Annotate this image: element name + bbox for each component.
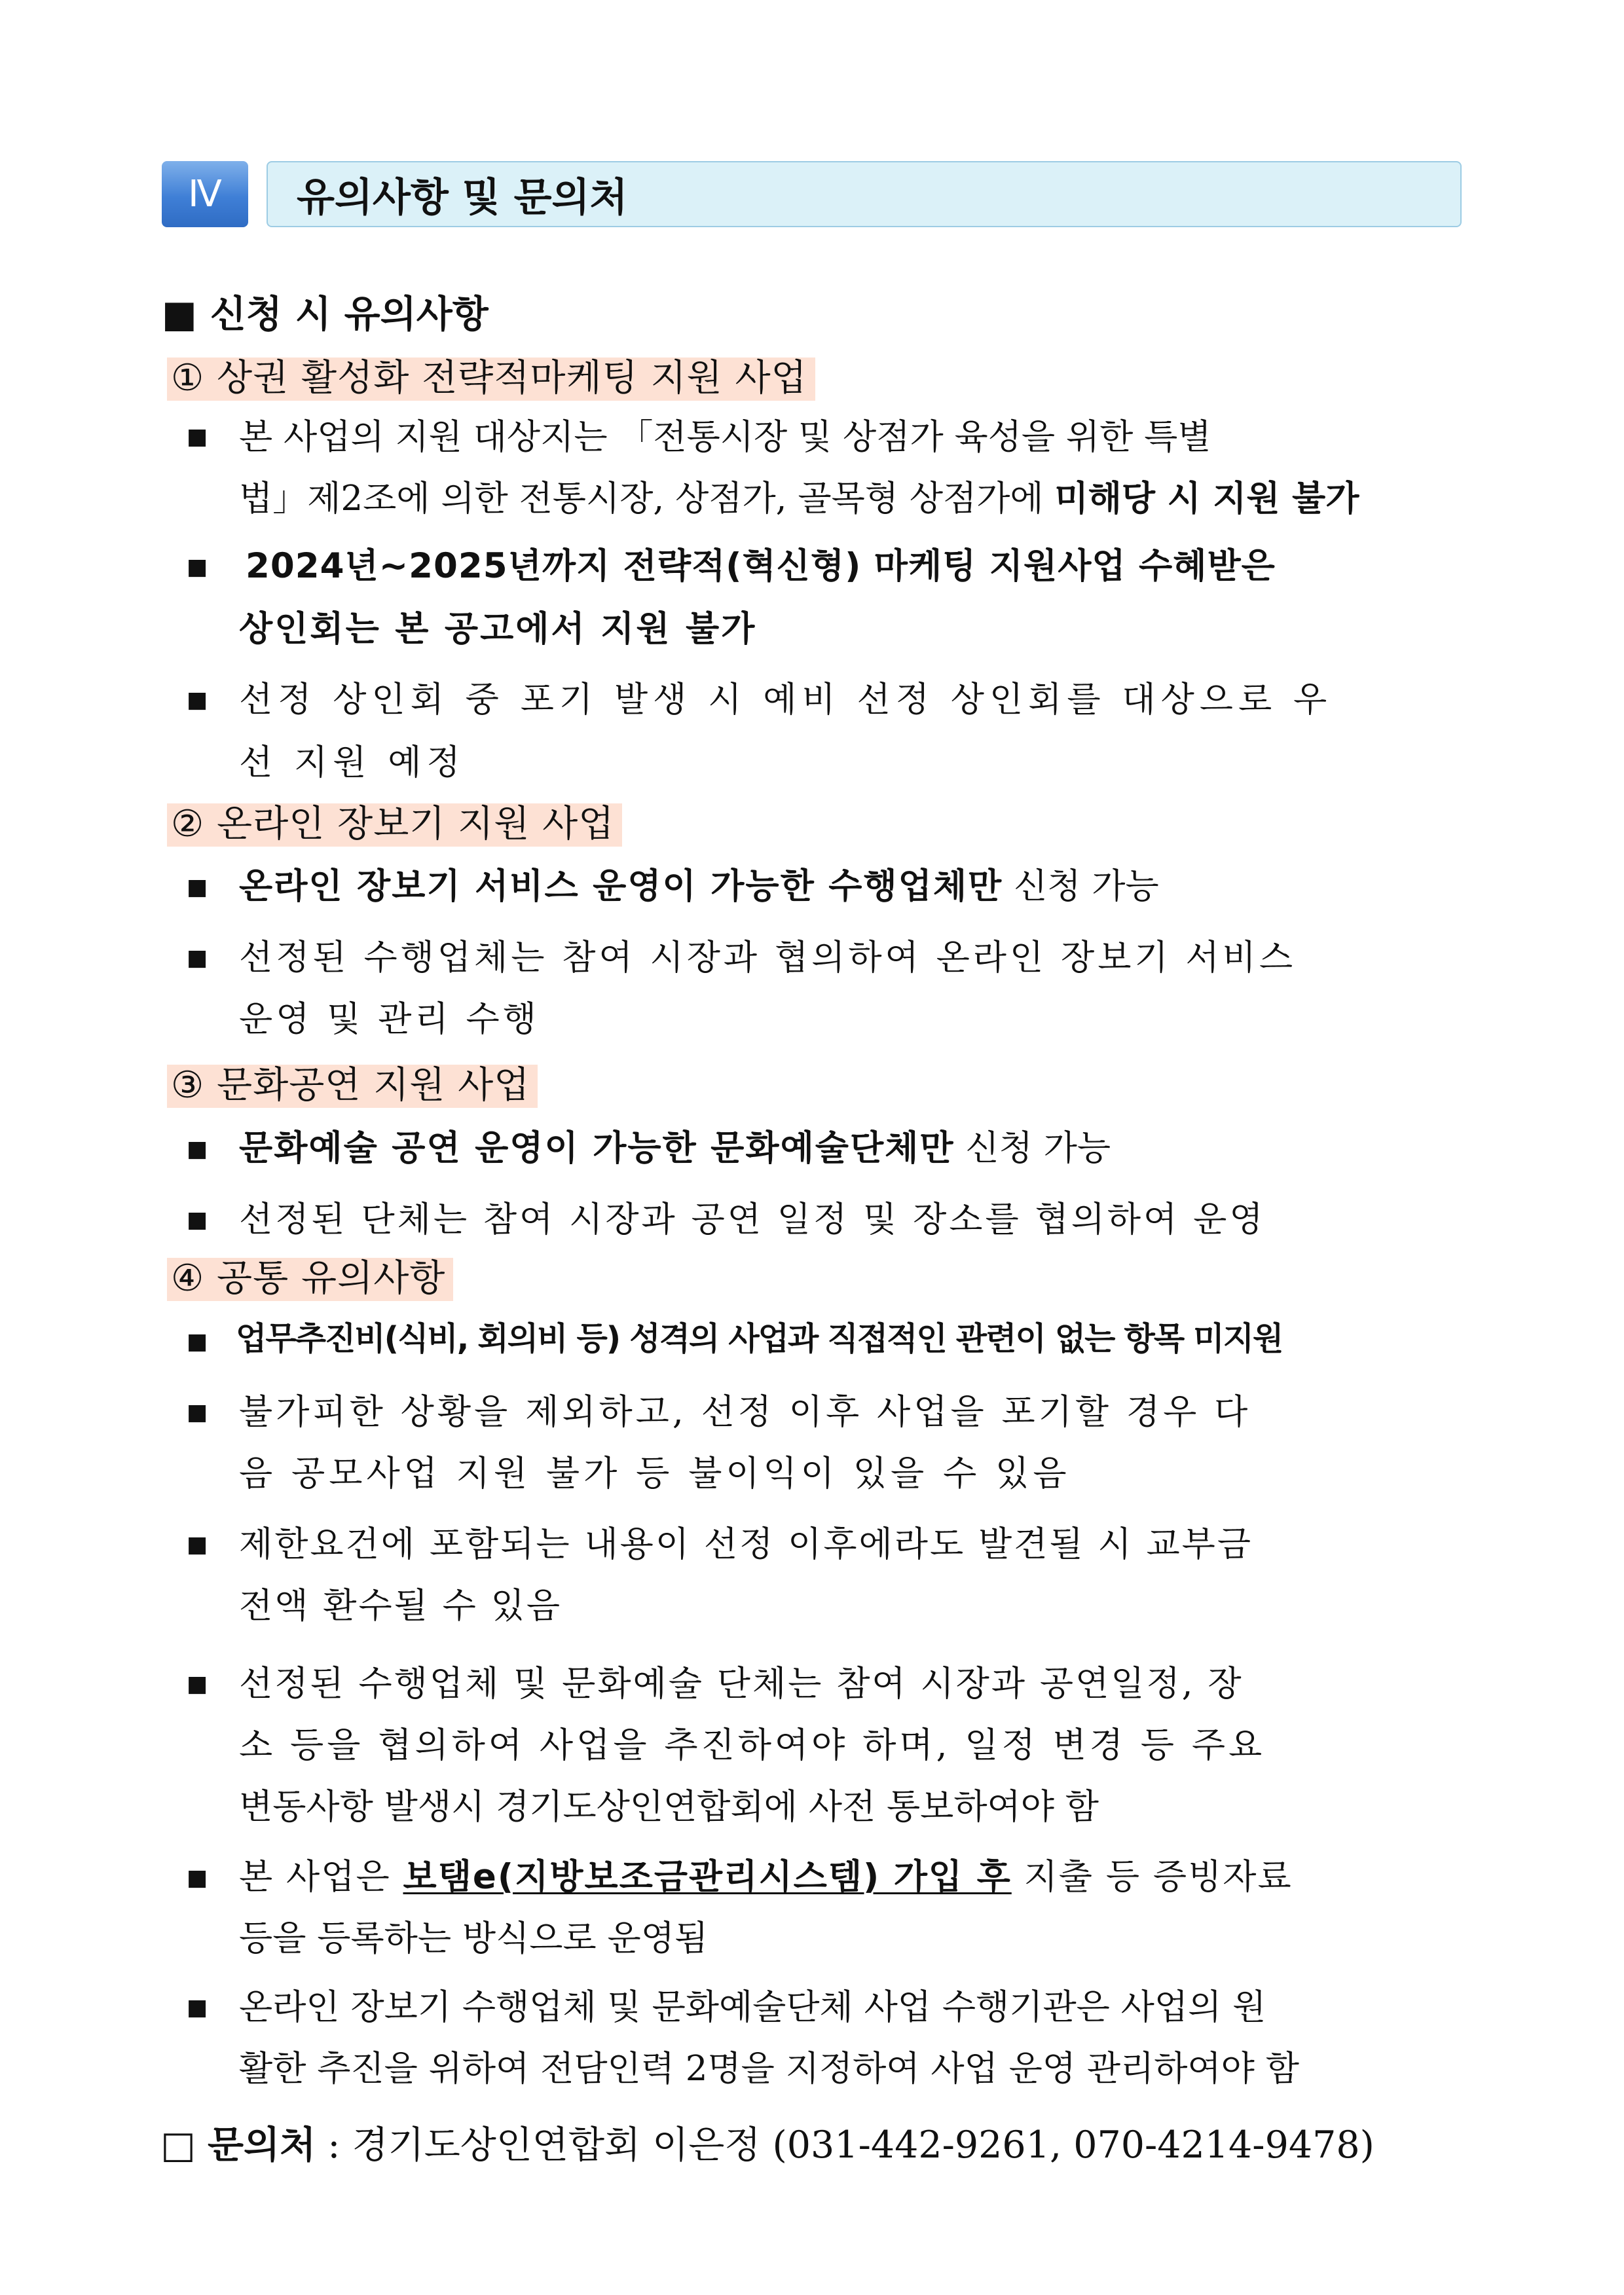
list-item: 선정된 수행업체 및 문화예술 단체는 참여 시장과 공연일정, 장	[239, 1664, 1244, 1704]
list-item-continuation: 활한 추진을 위하여 전담인력 2명을 지정하여 사업 운영 관리하여야 함	[239, 2049, 1299, 2089]
list-item-continuation: 선 지원 예정	[239, 743, 466, 782]
list-item	[239, 417, 1473, 457]
list-item: 선정된 수행업체는 참여 시장과 협의하여 온라인 장보기 서비스	[239, 938, 1297, 978]
item-text: 지출 등 증빙자료	[1011, 1857, 1293, 1897]
list-item: 온라인 장보기 수행업체 및 문화예술단체 사업 수행기관은 사업의 원	[239, 1987, 1266, 2027]
contact-value: 경기도상인연합회 이은정 (031-442-9261, 070-4214-9478)	[352, 2123, 1375, 2167]
list-item-continuation: 소 등을 협의하여 사업을 추진하여야 하며, 일정 변경 등 주요	[239, 1725, 1266, 1765]
list-item-continuation: 음 공모사업 지원 불가 등 불이익이 있을 수 있음	[239, 1454, 1071, 1494]
subheading-4: ④ 공통 유의사항	[167, 1258, 453, 1301]
subheading-3: ③ 문화공연 지원 사업	[167, 1065, 538, 1108]
item-text: 본 사업의 지원 대상지는 「전통시장 및 상점가 육성을 위한 특별	[239, 417, 1211, 457]
section-title: 유의사항 및 문의처	[267, 161, 1462, 227]
section-number-badge: Ⅳ	[162, 161, 248, 227]
item-text-emphasis: 미해당 시 지원 불가	[1054, 479, 1359, 519]
bullet-icon: ■	[187, 945, 208, 971]
bullet-icon: ■	[187, 1329, 208, 1355]
item-text-emphasis: 문화예술 공연 운영이 가능한 문화예술단체만	[239, 1128, 955, 1168]
list-item-continuation: 전액 환수될 수 있음	[239, 1586, 563, 1626]
bullet-icon: ■	[187, 874, 208, 900]
list-item-continuation: 변동사항 발생시 경기도상인연합회에 사전 통보하여야 함	[239, 1787, 1099, 1827]
bullet-icon: ■	[187, 424, 208, 450]
item-text-emphasis: 온라인 장보기 서비스 운영이 가능한 수행업체만	[239, 866, 1003, 906]
subheading-2: ② 온라인 장보기 지원 사업	[167, 803, 622, 847]
item-text: 법」제2조에 의한 전통시장, 상점가, 골목형 상점가에	[239, 479, 1055, 519]
list-item-continuation: 운영 및 관리 수행	[239, 999, 540, 1039]
list-item: 선정 상인회 중 포기 발생 시 예비 선정 상인회를 대상으로 우	[239, 680, 1333, 720]
list-item: 2024년~2025년까지 전략적(혁신형) 마케팅 지원사업 수혜받은	[246, 546, 1276, 586]
list-item: 업무추진비(식비, 회의비 등) 성격의 사업과 직접적인 관련이 없는 항목 미지원	[236, 1320, 1283, 1357]
contact-line	[160, 2123, 1375, 2167]
list-item: 제한요건에 포함되는 내용이 선정 이후에라도 발견될 시 교부금	[239, 1524, 1253, 1564]
bullet-icon: ■	[187, 1399, 208, 1425]
item-text-emphasis: 보탬e(지방보조금관리시스템) 가입 후	[403, 1857, 1012, 1897]
checkbox-square-icon: □	[160, 2123, 196, 2167]
bullet-icon: ■	[187, 1671, 208, 1697]
list-item-continuation	[239, 479, 1359, 519]
contact-separator: :	[316, 2123, 352, 2167]
bullet-icon: ■	[187, 1532, 208, 1558]
bullet-icon: ■	[187, 1865, 208, 1891]
bullet-icon: ■	[187, 687, 208, 713]
list-item-continuation: 상인회는 본 공고에서 지원 불가	[239, 609, 757, 649]
list-item: 불가피한 상황을 제외하고, 선정 이후 사업을 포기할 경우 다	[239, 1392, 1251, 1432]
bullet-icon: ■	[187, 1136, 208, 1162]
bullet-icon: ■	[187, 554, 208, 580]
bullet-icon: ■	[187, 1994, 208, 2021]
notice-heading: ■ 신청 시 유의사항	[162, 293, 489, 336]
list-item: 선정된 단체는 참여 시장과 공연 일정 및 장소를 협의하여 운영	[239, 1200, 1266, 1239]
list-item	[239, 1857, 1293, 1897]
list-item	[239, 1128, 1111, 1168]
section-header	[162, 161, 1462, 227]
item-text: 신청 가능	[1003, 866, 1159, 906]
bullet-icon: ■	[187, 1207, 208, 1233]
item-text: 신청 가능	[954, 1128, 1111, 1168]
list-item	[239, 866, 1159, 906]
item-text: 본 사업은	[239, 1857, 403, 1897]
subheading-1: ① 상권 활성화 전략적마케팅 지원 사업	[167, 358, 815, 401]
contact-label: 문의처	[207, 2123, 316, 2167]
list-item-continuation: 등을 등록하는 방식으로 운영됨	[239, 1919, 709, 1958]
